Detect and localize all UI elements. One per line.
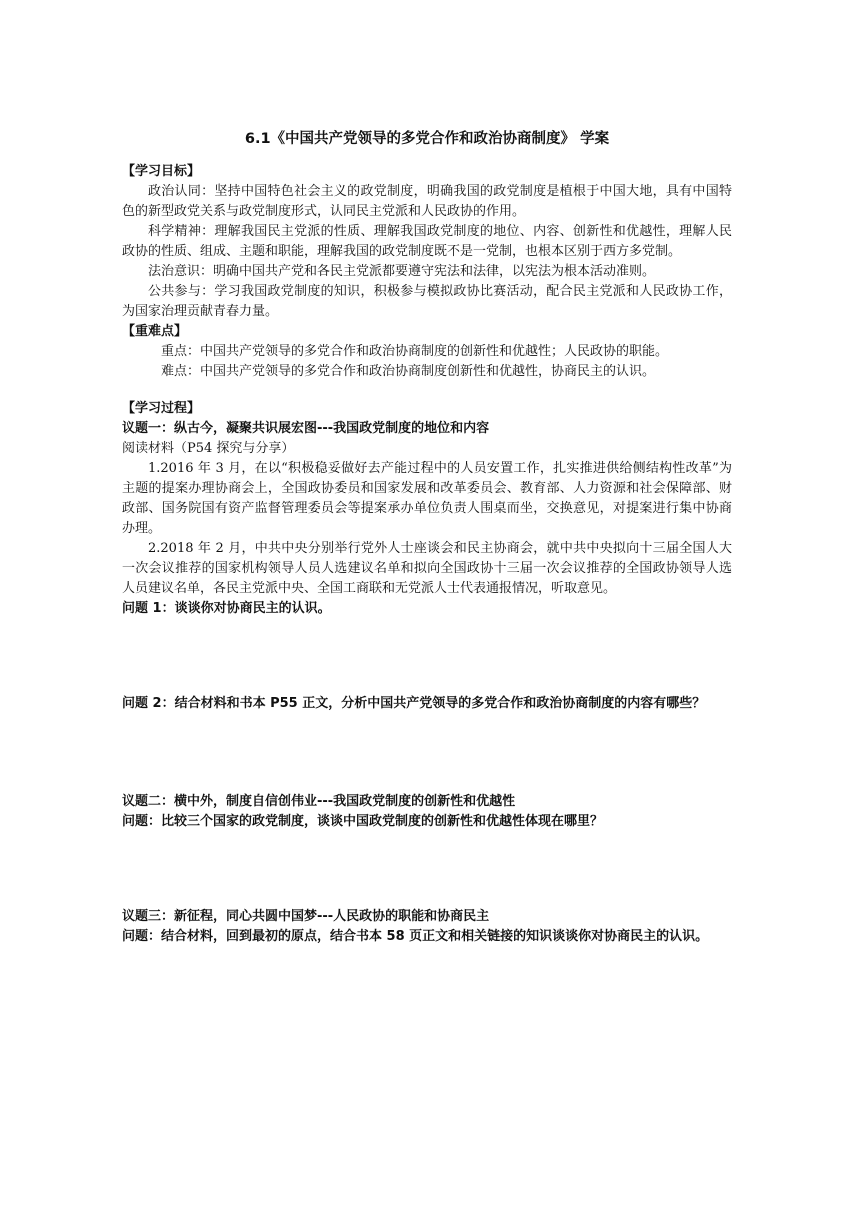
objective-scientific-spirit: 科学精神：理解我国民主党派的性质、理解我国政党制度的地位、内容、创新性和优越性，理解人民政协的性质、组成、主题和职能，理解我国的政党制度既不是一党制，也根本区别于西方多党制。 xyxy=(122,224,732,259)
reading-material-2: 2.2018 年 2 月，中共中央分别举行党外人士座谈会和民主协商会，就中共中央拟向十三届全国人大一次会议推荐的国家机构领导人员人选建议名单和拟向全国政协十三届一次会议推荐的全国政协领导人选人员建议名单，各民主党派中央、全国工商联和无党派人士代表通报情况，听取意见。 xyxy=(122,541,732,596)
topic2-title: 议题二：横中外，制度自信创伟业---我国政党制度的创新性和优越性 xyxy=(122,794,516,809)
topic3-question: 问题：结合材料，回到最初的原点，结合书本 58 页正文和相关链接的知识谈谈你对协商民主的认识。 xyxy=(122,929,709,944)
reading-material-1: 1.2016 年 3 月，在以“积极稳妥做好去产能过程中的人员安置工作，扎实推进供给侧结构性改革”为主题的提案办理协商会上，全国政协委员和国家发展和改革委员会、教育部、人力资源和社会保障部、财政部、国务院国有资产监督管理委员会等提案承办单位负责人围桌而坐，交换意见，对提案进行集中协商办理。 xyxy=(122,461,732,536)
key-point-difficult: 难点：中国共产党领导的多党合作和政治协商制度创新性和优越性，协商民主的认识。 xyxy=(161,364,656,379)
topic3-title: 议题三：新征程，同心共圆中国梦---人民政协的职能和协商民主 xyxy=(122,909,490,924)
reading-material-label: 阅读材料（P54 探究与分享） xyxy=(122,441,295,456)
process-heading: 【学习过程】 xyxy=(122,401,201,416)
key-point-important: 重点：中国共产党领导的多党合作和政治协商制度的创新性和优越性；人民政协的职能。 xyxy=(161,344,669,359)
topic1-question1: 问题 1：谈谈你对协商民主的认识。 xyxy=(122,601,331,616)
answer-space[interactable] xyxy=(122,832,732,907)
key-points-heading: 【重难点】 xyxy=(122,324,188,339)
answer-space[interactable] xyxy=(122,619,732,694)
document-title: 6.1《中国共产党领导的多党合作和政治协商制度》 学案 xyxy=(244,131,610,147)
topic1-title: 议题一：纵古今，凝聚共识展宏图---我国政党制度的地位和内容 xyxy=(122,421,490,436)
objective-rule-of-law: 法治意识：明确中国共产党和各民主党派都要遵守宪法和法律，以宪法为根本活动准则。 xyxy=(148,264,656,279)
topic2-question: 问题：比较三个国家的政党制度，谈谈中国政党制度的创新性和优越性体现在哪里？ xyxy=(122,814,604,829)
topic1-question2: 问题 2：结合材料和书本 P55 正文，分析中国共产党领导的多党合作和政治协商制度的内容有哪些？ xyxy=(122,696,706,711)
answer-space[interactable] xyxy=(122,714,732,792)
document-content xyxy=(122,128,732,947)
objective-political-identity: 政治认同：坚持中国特色社会主义的政党制度，明确我国的政党制度是植根于中国大地，具有中国特色的新型政党关系与政党制度形式，认同民主党派和人民政协的作用。 xyxy=(122,184,732,219)
spacer xyxy=(122,382,732,399)
objective-public-participation: 公共参与：学习我国政党制度的知识，积极参与模拟政协比赛活动，配合民主党派和人民政协工作，为国家治理贡献青春力量。 xyxy=(122,284,732,319)
objectives-heading: 【学习目标】 xyxy=(122,164,201,179)
